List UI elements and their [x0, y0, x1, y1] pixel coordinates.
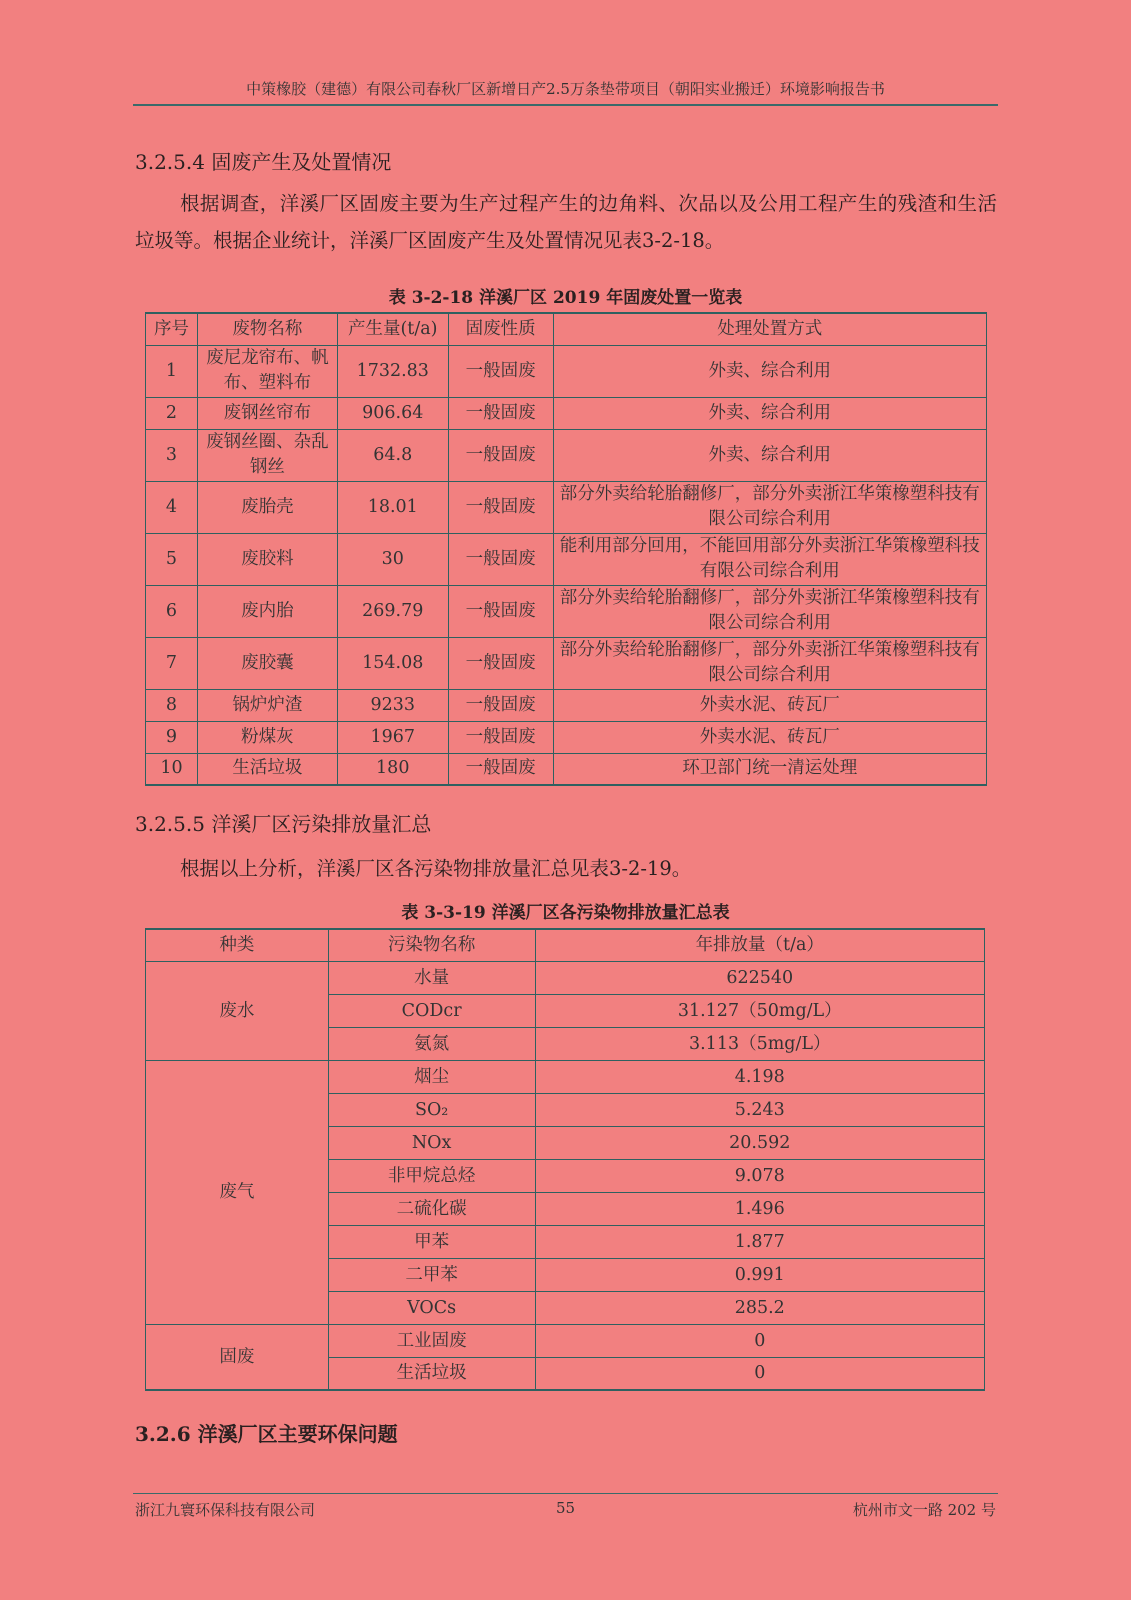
cell: 环卫部门统一清运处理	[553, 753, 986, 785]
cell: 外卖、综合利用	[553, 429, 986, 481]
cell: NOx	[328, 1126, 535, 1159]
cell: 6	[146, 585, 198, 637]
cell: 1.877	[535, 1225, 984, 1258]
table-2-title: 表 3-3-19 洋溪厂区各污染物排放量汇总表	[401, 903, 730, 923]
header-cell: 固废性质	[448, 313, 553, 345]
cell: 一般固废	[448, 585, 553, 637]
cell: 285.2	[535, 1291, 984, 1324]
header-cell: 种类	[146, 929, 329, 961]
header-cell: 处理处置方式	[553, 313, 986, 345]
cell: 水量	[328, 961, 535, 994]
cell: 7	[146, 637, 198, 689]
table-row	[146, 429, 987, 481]
cell: 一般固废	[448, 345, 553, 397]
cell: VOCs	[328, 1291, 535, 1324]
cell: SO₂	[328, 1093, 535, 1126]
table-1-title: 表 3-2-18 洋溪厂区 2019 年固废处置一览表	[388, 288, 743, 308]
cell: 9233	[337, 689, 448, 721]
cell: 外卖、综合利用	[553, 397, 986, 429]
emission-summary-table	[145, 928, 985, 1391]
cell: 生活垃圾	[197, 753, 337, 785]
cell: 二硫化碳	[328, 1192, 535, 1225]
cell: 废钢丝圈、杂乱钢丝	[197, 429, 337, 481]
header-cell: 产生量(t/a)	[337, 313, 448, 345]
cell: 4.198	[535, 1060, 984, 1093]
header-cell: 污染物名称	[328, 929, 535, 961]
cell: 粉煤灰	[197, 721, 337, 753]
cell: 1	[146, 345, 198, 397]
running-header: 中策橡胶（建德）有限公司春秋厂区新增日产2.5万条垫带项目（朝阳实业搬迁）环境影响报告书	[246, 80, 885, 98]
cell: 154.08	[337, 637, 448, 689]
paragraph-emission-summary: 根据以上分析，洋溪厂区各污染物排放量汇总见表3-2-19。	[180, 857, 692, 880]
cell: 甲苯	[328, 1225, 535, 1258]
cell: 1.496	[535, 1192, 984, 1225]
cell: 0.991	[535, 1258, 984, 1291]
cell: 9.078	[535, 1159, 984, 1192]
cell: 5	[146, 533, 198, 585]
cell: 废尼龙帘布、帆布、塑料布	[197, 345, 337, 397]
table-row	[146, 397, 987, 429]
cell: 一般固废	[448, 721, 553, 753]
category-cell: 废气	[146, 1060, 329, 1324]
table-row	[146, 481, 987, 533]
cell: 1732.83	[337, 345, 448, 397]
cell: 一般固废	[448, 753, 553, 785]
cell: 一般固废	[448, 481, 553, 533]
cell: 废胶料	[197, 533, 337, 585]
table-row	[146, 345, 987, 397]
cell: 30	[337, 533, 448, 585]
table-row	[146, 721, 987, 753]
cell: 非甲烷总烃	[328, 1159, 535, 1192]
cell: 废胶囊	[197, 637, 337, 689]
header-cell: 年排放量（t/a）	[535, 929, 984, 961]
header-cell: 序号	[146, 313, 198, 345]
cell: 0	[535, 1324, 984, 1357]
cell: 1967	[337, 721, 448, 753]
cell: 部分外卖给轮胎翻修厂，部分外卖浙江华策橡塑科技有限公司综合利用	[553, 585, 986, 637]
cell: 20.592	[535, 1126, 984, 1159]
cell: 烟尘	[328, 1060, 535, 1093]
section-heading-env-issues: 3.2.6 洋溪厂区主要环保问题	[135, 1422, 398, 1446]
cell: 64.8	[337, 429, 448, 481]
footer-rule	[133, 1493, 998, 1494]
cell: 一般固废	[448, 533, 553, 585]
header-rule	[133, 104, 998, 106]
cell: 906.64	[337, 397, 448, 429]
section-heading-solid-waste: 3.2.5.4 固废产生及处置情况	[135, 150, 392, 174]
header-cell: 废物名称	[197, 313, 337, 345]
cell: 能利用部分回用，不能回用部分外卖浙江华策橡塑科技有限公司综合利用	[553, 533, 986, 585]
cell: 锅炉炉渣	[197, 689, 337, 721]
cell: 外卖、综合利用	[553, 345, 986, 397]
solid-waste-table	[145, 312, 987, 786]
table-row	[146, 585, 987, 637]
cell: 废胎壳	[197, 481, 337, 533]
page-number: 55	[555, 1499, 576, 1517]
table-row	[146, 533, 987, 585]
category-cell: 废水	[146, 961, 329, 1060]
cell: 269.79	[337, 585, 448, 637]
cell: 废钢丝帘布	[197, 397, 337, 429]
table-header-row	[146, 929, 985, 961]
cell: CODcr	[328, 994, 535, 1027]
table-row	[146, 961, 985, 994]
cell: 8	[146, 689, 198, 721]
cell: 一般固废	[448, 397, 553, 429]
cell: 一般固废	[448, 689, 553, 721]
table-row	[146, 1060, 985, 1093]
table-row	[146, 1324, 985, 1357]
table-header-row	[146, 313, 987, 345]
cell: 部分外卖给轮胎翻修厂，部分外卖浙江华策橡塑科技有限公司综合利用	[553, 481, 986, 533]
cell: 2	[146, 397, 198, 429]
table-row	[146, 753, 987, 785]
cell: 180	[337, 753, 448, 785]
cell: 一般固废	[448, 637, 553, 689]
category-cell: 固废	[146, 1324, 329, 1390]
cell: 一般固废	[448, 429, 553, 481]
cell: 部分外卖给轮胎翻修厂，部分外卖浙江华策橡塑科技有限公司综合利用	[553, 637, 986, 689]
cell: 5.243	[535, 1093, 984, 1126]
table-row	[146, 637, 987, 689]
footer-address: 杭州市文一路 202 号	[852, 1501, 996, 1519]
cell: 3	[146, 429, 198, 481]
cell: 10	[146, 753, 198, 785]
cell: 622540	[535, 961, 984, 994]
cell: 0	[535, 1357, 984, 1390]
table-row	[146, 689, 987, 721]
cell: 外卖水泥、砖瓦厂	[553, 721, 986, 753]
cell: 废内胎	[197, 585, 337, 637]
paragraph-solid-waste: 根据调查，洋溪厂区固废主要为生产过程产生的边角料、次品以及公用工程产生的残渣和生活垃圾等。根据企业统计，洋溪厂区固废产生及处置情况见表3-2-18。	[135, 192, 997, 252]
cell: 3.113（5mg/L）	[535, 1027, 984, 1060]
cell: 9	[146, 721, 198, 753]
cell: 二甲苯	[328, 1258, 535, 1291]
cell: 外卖水泥、砖瓦厂	[553, 689, 986, 721]
cell: 生活垃圾	[328, 1357, 535, 1390]
cell: 4	[146, 481, 198, 533]
section-heading-emission-summary: 3.2.5.5 洋溪厂区污染排放量汇总	[135, 812, 432, 836]
cell: 31.127（50mg/L）	[535, 994, 984, 1027]
cell: 氨氮	[328, 1027, 535, 1060]
cell: 18.01	[337, 481, 448, 533]
cell: 工业固废	[328, 1324, 535, 1357]
footer-company: 浙江九寰环保科技有限公司	[135, 1501, 316, 1519]
